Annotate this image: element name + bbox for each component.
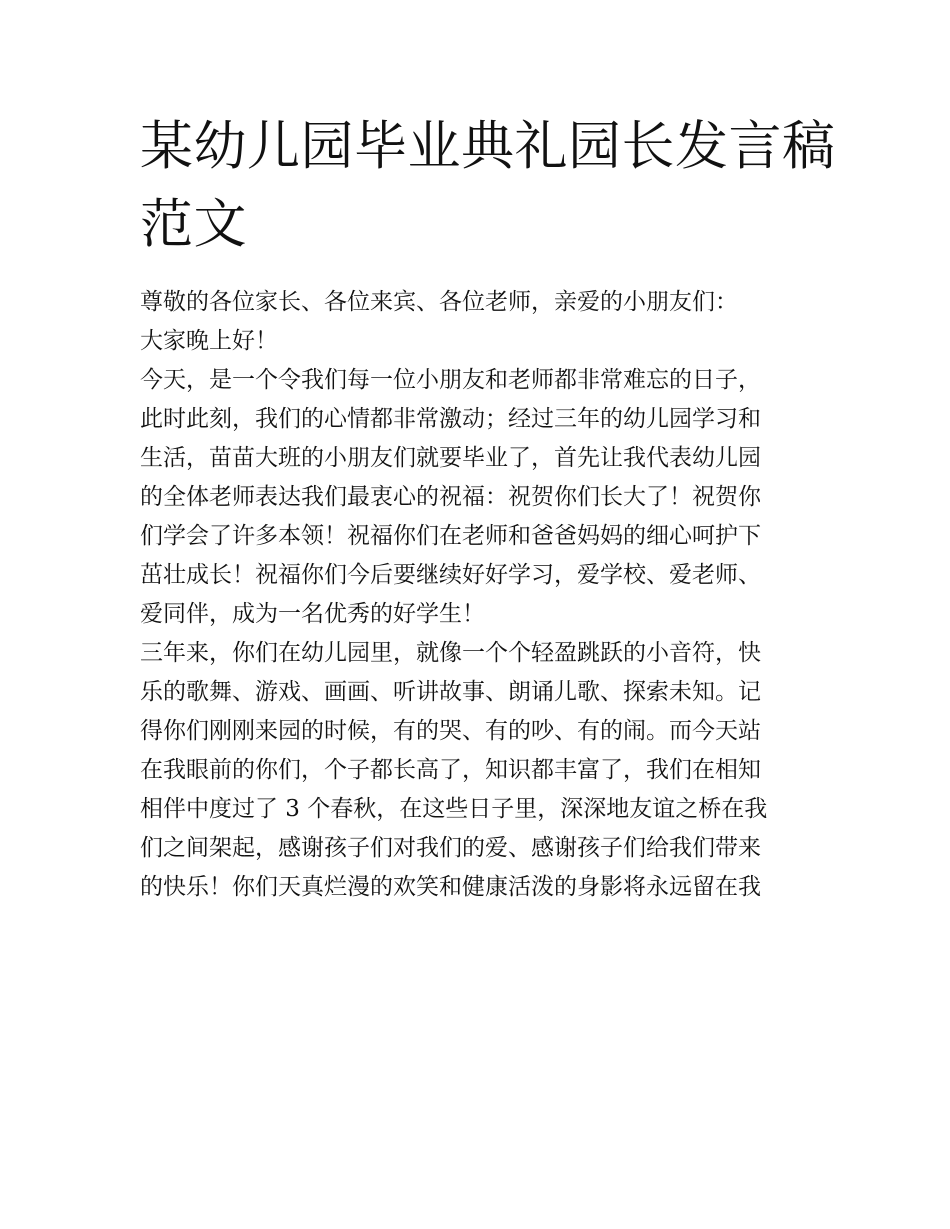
body-line: 相伴中度过了 3 个春秋，在这些日子里，深深地友谊之桥在我: [140, 796, 768, 822]
body-line: 此时此刻，我们的心情都非常激动；经过三年的幼儿园学习和: [140, 406, 761, 432]
body-line: 今天，是一个令我们每一位小朋友和老师都非常难忘的日子，: [140, 367, 761, 393]
body-line: 生活，苗苗大班的小朋友们就要毕业了，首先让我代表幼儿园: [140, 445, 761, 471]
title-line-2: 范文: [140, 194, 247, 255]
body-line-greeting: 大家晚上好！: [140, 328, 278, 354]
document-body: [140, 283, 820, 907]
document-title: [140, 108, 836, 264]
body-line: 们学会了许多本领！祝福你们在老师和爸爸妈妈的细心呵护下: [140, 523, 761, 549]
body-line: 的快乐！你们天真烂漫的欢笑和健康活泼的身影将永远留在我: [140, 874, 761, 900]
body-line-salutation: 尊敬的各位家长、各位来宾、各位老师，亲爱的小朋友们：: [140, 289, 738, 315]
body-line: 的全体老师表达我们最衷心的祝福：祝贺你们长大了！祝贺你: [140, 484, 761, 510]
body-line: 们之间架起，感谢孩子们对我们的爱、感谢孩子们给我们带来: [140, 835, 761, 861]
body-line: 茁壮成长！祝福你们今后要继续好好学习，爱学校、爱老师、: [140, 562, 761, 588]
body-line: 在我眼前的你们，个子都长高了，知识都丰富了，我们在相知: [140, 757, 761, 783]
title-line-1: 某幼儿园毕业典礼园长发言稿: [140, 116, 836, 177]
body-line: 爱同伴，成为一名优秀的好学生！: [140, 601, 485, 627]
body-line: 得你们刚刚来园的时候，有的哭、有的吵、有的闹。而今天站: [140, 718, 761, 744]
body-line: 乐的歌舞、游戏、画画、听讲故事、朗诵儿歌、探索未知。记: [140, 679, 761, 705]
body-line: 三年来，你们在幼儿园里，就像一个个轻盈跳跃的小音符，快: [140, 640, 761, 666]
